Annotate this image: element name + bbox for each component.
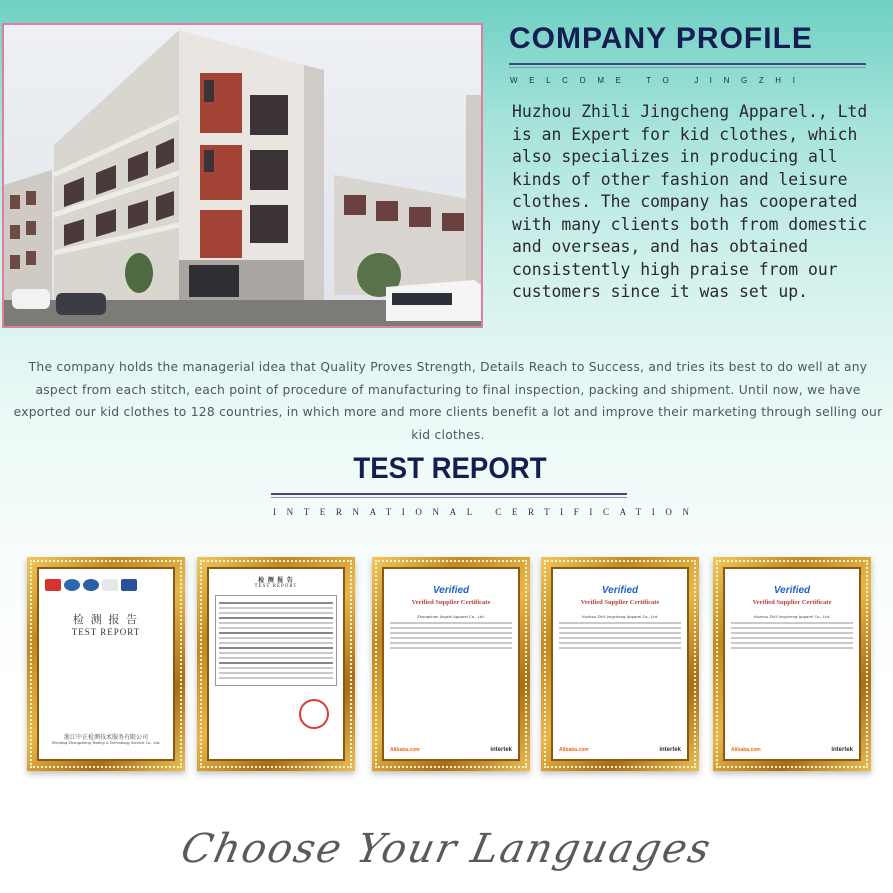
intertek-logo: intertek — [490, 747, 512, 753]
certificate-document — [723, 567, 861, 761]
testing-organization: 浙江中正检测技术服务有限公司 Zhejiang Zhongzheng Testing & Technology Service Co., Ltd. — [51, 734, 161, 745]
cal-logo-icon — [121, 579, 137, 591]
certificate-frame-verified-2[interactable] — [541, 557, 699, 771]
certificate-frame-test-report-cover[interactable] — [27, 557, 185, 771]
alibaba-logo: Alibaba.com — [390, 747, 420, 753]
certificate-frame-verified-1[interactable] — [372, 557, 530, 771]
alibaba-logo: Alibaba.com — [731, 747, 761, 753]
title-rule-thin — [509, 67, 866, 68]
report-title-cn: 检 测 报 告 — [258, 578, 294, 584]
certificate-company: Zhongshan Jingzhi Apparel Co., Ltd. — [417, 614, 485, 619]
alibaba-logo: Alibaba.com — [559, 747, 589, 753]
test-report-rule-thin — [271, 497, 627, 498]
intertek-logo: intertek — [831, 747, 853, 753]
ilac-logo-icon — [64, 579, 80, 591]
certificate-footer — [390, 747, 512, 753]
certificate-document — [37, 567, 175, 761]
certificate-document — [382, 567, 520, 761]
report-title-en: TEST REPORT — [71, 627, 141, 637]
test-report-title: TEST REPORT — [353, 452, 547, 485]
mission-paragraph: The company holds the managerial idea that Quality Proves Strength, Details Reach to Success, and tries its best to do well at any aspect from each stitch, each point of procedure of manufacturing to final inspection, packing and shipment. Until now, we have exported our kid clothes to 128 countries, in which more and more clients benefit a lot and improve their marketing through selling our kid clothes. — [13, 360, 883, 442]
title-rule — [509, 63, 866, 65]
intertek-logo: intertek — [659, 747, 681, 753]
certificate-footer — [731, 747, 853, 753]
red-seal-icon — [299, 699, 329, 729]
report-table — [215, 595, 337, 686]
certificate-title: Verified Supplier Certificate — [411, 599, 491, 606]
cma-logo-icon — [45, 579, 61, 591]
cnas-logo-icon — [83, 579, 99, 591]
building-illustration — [4, 25, 481, 326]
accreditation-logos — [45, 579, 167, 591]
certificate-document — [207, 567, 345, 761]
certificate-document — [551, 567, 689, 761]
certificate-company: Huzhou Zhili Jingcheng Apparel Co., Ltd. — [753, 614, 831, 619]
verified-badge: Verified — [432, 585, 470, 596]
certificate-frame-test-report-page[interactable] — [197, 557, 355, 771]
certificate-company: Huzhou Zhili Jingcheng Apparel Co., Ltd. — [581, 614, 659, 619]
certificate-frame-verified-3[interactable] — [713, 557, 871, 771]
verified-badge: Verified — [773, 585, 811, 596]
test-report-subtitle: INTERNATIONAL CERTIFICATION — [273, 507, 700, 517]
company-profile-body: Huzhou Zhili Jingcheng Apparel., Ltd is an Expert for kid clothes, which also specializes in producing all kinds of other fashion and leisure clothes. The company has cooperated with many clients both from domestic and overseas, and has obtained consistently high praise from our customers since it was set up. — [512, 102, 868, 301]
choose-languages-heading: Choose Your Languages — [176, 826, 717, 872]
building-photo — [2, 23, 483, 328]
certificate-title: Verified Supplier Certificate — [580, 599, 660, 606]
mark-logo-icon — [102, 579, 118, 591]
company-profile-subtitle: WELCOME TO JINGZHI — [510, 76, 807, 85]
certificate-footer — [559, 747, 681, 753]
report-title-en: TEST REPORT — [254, 584, 298, 589]
report-title-cn: 检 测 报 告 — [72, 614, 140, 626]
verified-badge: Verified — [601, 585, 639, 596]
test-report-rule — [271, 493, 627, 495]
certificate-title: Verified Supplier Certificate — [752, 599, 832, 606]
company-profile-title: COMPANY PROFILE — [509, 22, 813, 55]
